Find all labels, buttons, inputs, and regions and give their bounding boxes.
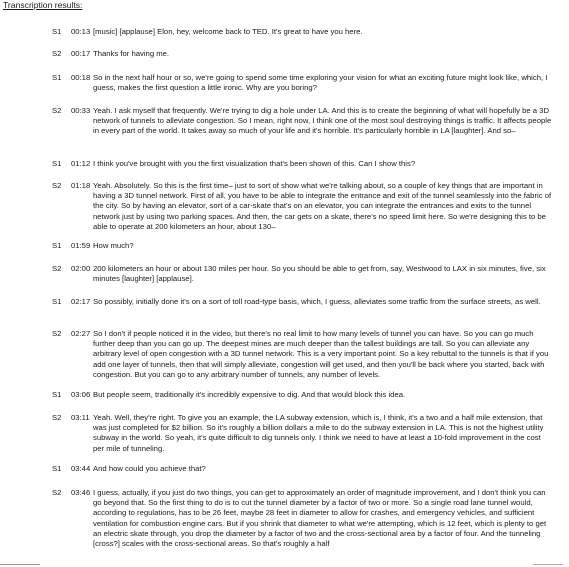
transcript-entry	[52, 106, 552, 137]
speaker-label: S1	[52, 390, 62, 399]
utterance-text: And how could you achieve that?	[93, 464, 206, 473]
timestamp: 01:12	[71, 159, 91, 168]
timestamp: 02:27	[71, 329, 91, 338]
speaker-label: S1	[52, 159, 62, 168]
speaker-label: S1	[52, 297, 62, 306]
transcript-entry	[52, 241, 552, 251]
transcript-entry	[52, 49, 552, 59]
speaker-label: S2	[52, 106, 62, 115]
utterance-text: So possibly, initially done it's on a sort of toll road-type basis, which, I guess, alleviates some traffic from the surface streets, as well.	[93, 297, 541, 306]
transcript-entry	[52, 464, 552, 474]
transcript-entry	[52, 329, 552, 380]
timestamp: 03:46	[71, 488, 91, 497]
timestamp: 03:44	[71, 464, 91, 473]
timestamp: 00:13	[71, 27, 91, 36]
speaker-label: S1	[52, 241, 62, 250]
speaker-label: S1	[52, 464, 62, 473]
timestamp: 03:11	[71, 413, 90, 422]
timestamp: 01:18	[71, 181, 91, 190]
transcript-entry	[52, 488, 552, 549]
transcript-entry	[52, 159, 552, 169]
transcript-entry	[52, 390, 552, 400]
utterance-text: I guess, actually, if you just do two things, you can get to approximately an order of magnitude improvement, and I don't think you can go beyond that. So the first thing to do is to cut the tunnel diameter by a factor of two or more. So a single road lane tunnel would, according to regulations, has to be 26 feet, maybe 28 feet in diameter to allow for crashes, and emergency vehicles, and sufficient ventilation for combustion engine cars. But if you shrink that diameter to what we're attempting, which is 12 feet, which is plenty to get an electric skate through, you drop the diameter by a factor of two and the cross-sectional area by a factor of four. And the tunneling [cross?] scales with the cross-sectional areas. So that's roughly a half	[93, 488, 547, 549]
speaker-label: S2	[52, 49, 62, 58]
timestamp: 02:00	[71, 264, 91, 273]
speaker-label: S2	[52, 413, 62, 422]
transcript-entry	[52, 27, 552, 37]
speaker-label: S2	[52, 329, 62, 338]
timestamp: 00:33	[71, 106, 91, 115]
speaker-label: S2	[52, 488, 62, 497]
utterance-text: So in the next half hour or so, we're going to spend some time exploring your vision for what an exciting future might look like, which, I guess, makes the first question a little ironic. Why are you boring?	[93, 73, 548, 93]
speaker-label: S1	[52, 27, 62, 36]
speaker-label: S2	[52, 181, 62, 190]
transcript-entry	[52, 413, 552, 454]
utterance-text: [music] [applause] Elon, hey, welcome back to TED. It's great to have you here.	[93, 27, 363, 36]
utterance-text: But people seem, traditionally it's incredibly expensive to dig. And that would block this idea.	[93, 390, 406, 399]
utterance-text: I think you've brought with you the first visualization that's been shown of this. Can I show this?	[93, 159, 416, 168]
timestamp: 02:17	[71, 297, 91, 306]
utterance-text: Yeah. I ask myself that frequently. We're trying to dig a hole under LA. And this is to create the beginning of what will hopefully be a 3D network of tunnels to alleviate congestion. So I mean, right now, I think one of the most soul destroying things is traffic. It affects people in every part of the world. It takes away so much of your life and it's horrible. It's particularly horrible in LA [laughter]. And so–	[93, 106, 552, 136]
utterance-text: How much?	[93, 241, 134, 250]
page-edge	[0, 563, 569, 567]
transcript-entry	[52, 264, 552, 284]
speaker-label: S1	[52, 73, 62, 82]
utterance-text: So I don't if people noticed it in the video, but there's no real limit to how many levels of tunnel you can have. So you can go much further deep than you can go up. The deepest mines are much deeper than the tallest buildings are tall. So you can alleviate any arbitrary level of open congestion with a 3D tunnel network. This is a very important point. So a key rebuttal to the tunnels is that if you add one layer of tunnels, then that will simply alleviate, congestion will get used, and then you'll be back where you started, back with congestion. But you can go to any arbitrary number of tunnels, any number of levels.	[93, 329, 549, 379]
transcript-entry	[52, 73, 552, 93]
utterance-text: 200 kilometers an hour or about 130 miles per hour. So you should be able to get from, say, Westwood to LAX in six minutes, five, six minutes [laughter] [applause].	[93, 264, 546, 284]
timestamp: 01:59	[71, 241, 91, 250]
speaker-label: S2	[52, 264, 62, 273]
utterance-text: Thanks for having me.	[93, 49, 170, 58]
utterance-text: Yeah. Absolutely. So this is the first time– just to sort of show what we're talking about, so a couple of key things that are important in having a 3D tunnel network. First of all, you have to be able to integrate the entrance and exit of the tunnel seamlessly into the fabric of the city. So by having an elevator, sort of a car-skate that's on an elevator, you can integrate the entrances and exits to the tunnel network just by using two parking spaces. And then, the car gets on a skate, there's no speed limit here. So we're designing this to be able to operate at 200 kilometers an hour, about 130–	[93, 181, 552, 231]
timestamp: 00:17	[71, 49, 91, 58]
page-heading: Transcription results:	[3, 0, 83, 10]
timestamp: 00:18	[71, 73, 91, 82]
timestamp: 03:06	[71, 390, 91, 399]
transcript-entry	[52, 181, 552, 232]
transcript-entry	[52, 297, 552, 307]
utterance-text: Yeah. Well, they're right. To give you an example, the LA subway extension, which is, I think, it's a two and a half mile extension, that was just completed for $2 billion. So it's roughly a billion dollars a mile to do the subway extension in LA. This is not the highest utility subway in the world. So yeah, it's quite difficult to dig tunnels only. I think we need to have at least a 10-fold improvement in the cost per mile of tunneling.	[93, 413, 544, 453]
